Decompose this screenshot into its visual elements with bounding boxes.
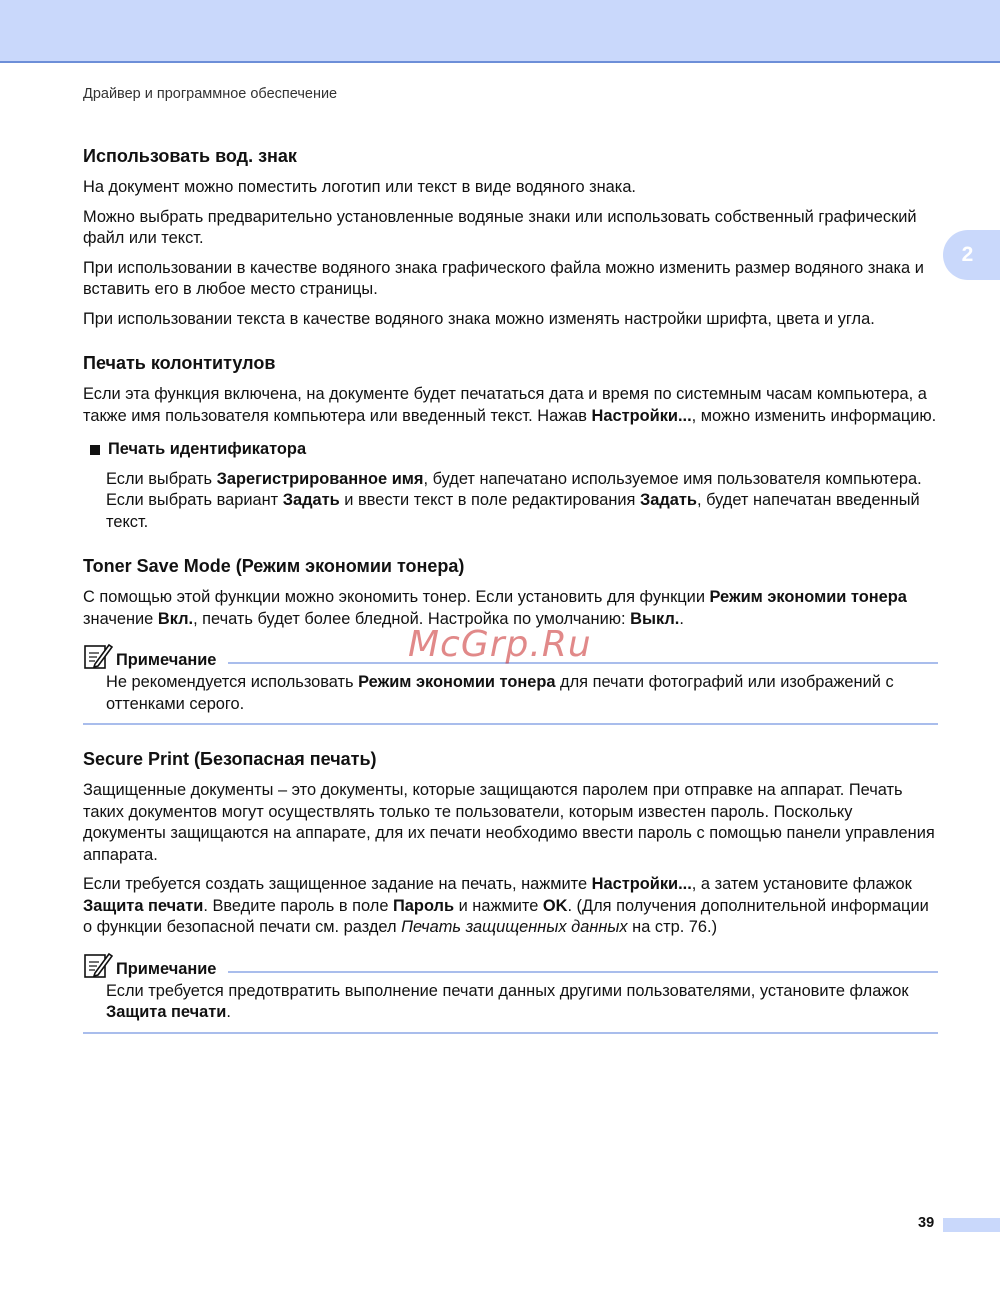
- paragraph: При использовании текста в качестве водяного знака можно изменять настройки шрифта, цвета и угла.: [83, 309, 875, 328]
- note-title: Примечание: [116, 651, 217, 669]
- square-bullet-icon: [90, 445, 100, 455]
- bullet-heading: Печать идентификатора: [83, 439, 938, 461]
- note-pencil-icon: [83, 951, 113, 979]
- note-pencil-icon: [83, 642, 113, 670]
- paragraph: Если эта функция включена, на документе будет печататься дата и время по системным часам компьютера, а также имя пользователя компьютера или введенный текст. Нажав Настройки..., можно изменить информацию.: [83, 385, 937, 425]
- section-title: Secure Print (Безопасная печать): [83, 749, 377, 769]
- section-secure-print: [83, 747, 938, 1034]
- page-number-tab: [943, 1218, 1000, 1232]
- site-watermark: McGrp.Ru: [408, 624, 592, 665]
- page-number: 39: [918, 1215, 935, 1231]
- paragraph: Защищенные документы – это документы, которые защищаются паролем при отправке на аппарат. Печать таких документов могут осуществлять только те пользователи, которым известен пароль. Поскольку документы защищаются на аппарате, для их печати необходимо ввести пароль с помощью панели управления аппарата.: [83, 781, 935, 864]
- note-text: Не рекомендуется использовать Режим экономии тонера для печати фотографий или изображений с оттенками серого.: [106, 673, 894, 713]
- note-divider: [228, 971, 938, 973]
- note-title: Примечание: [116, 959, 217, 978]
- page-content: [83, 144, 938, 1056]
- note-text: Если требуется предотвратить выполнение печати данных другими пользователями, установите флажок Защита печати.: [106, 981, 909, 1021]
- paragraph: На документ можно поместить логотип или текст в виде водяного знака.: [83, 178, 636, 196]
- paragraph: С помощью этой функции можно экономить тонер. Если установить для функции Режим экономии тонера значение Вкл., печать будет более бледной. Настройка по умолчанию: Выкл..: [83, 588, 907, 628]
- cross-reference-link[interactable]: Печать защищенных данных: [401, 918, 628, 936]
- section-title: Печать колонтитулов: [83, 353, 276, 373]
- running-title: Драйвер и программное обеспечение: [83, 86, 338, 102]
- paragraph: Можно выбрать предварительно установленные водяные знаки или использовать собственный графический файл или текст.: [83, 207, 917, 247]
- section-title: Использовать вод. знак: [83, 146, 297, 166]
- paragraph: При использовании в качестве водяного знака графического файла можно изменить размер водяного знака и вставить его в любое место страницы.: [83, 258, 924, 298]
- section-title: Toner Save Mode (Режим экономии тонера): [83, 556, 465, 576]
- section-watermark: [83, 144, 938, 330]
- section-header-footer: [83, 351, 938, 533]
- paragraph: Если требуется создать защищенное задание на печать, нажмите Настройки..., а затем установите флажок Защита печати. Введите пароль в поле Пароль и нажмите OK. (Для получения дополнительной информации о функции безопасной печати см. раздел Печать защищенных данных на стр. 76.): [83, 875, 929, 936]
- note-box: [83, 951, 938, 1034]
- header-band: [0, 0, 1000, 63]
- paragraph: Если выбрать Зарегистрированное имя, будет напечатано используемое имя пользователя компьютера. Если выбрать вариант Задать и ввести текст в поле редактирования Задать, будет напечатан введенный текст.: [106, 469, 922, 531]
- chapter-tab: 2: [943, 230, 1000, 280]
